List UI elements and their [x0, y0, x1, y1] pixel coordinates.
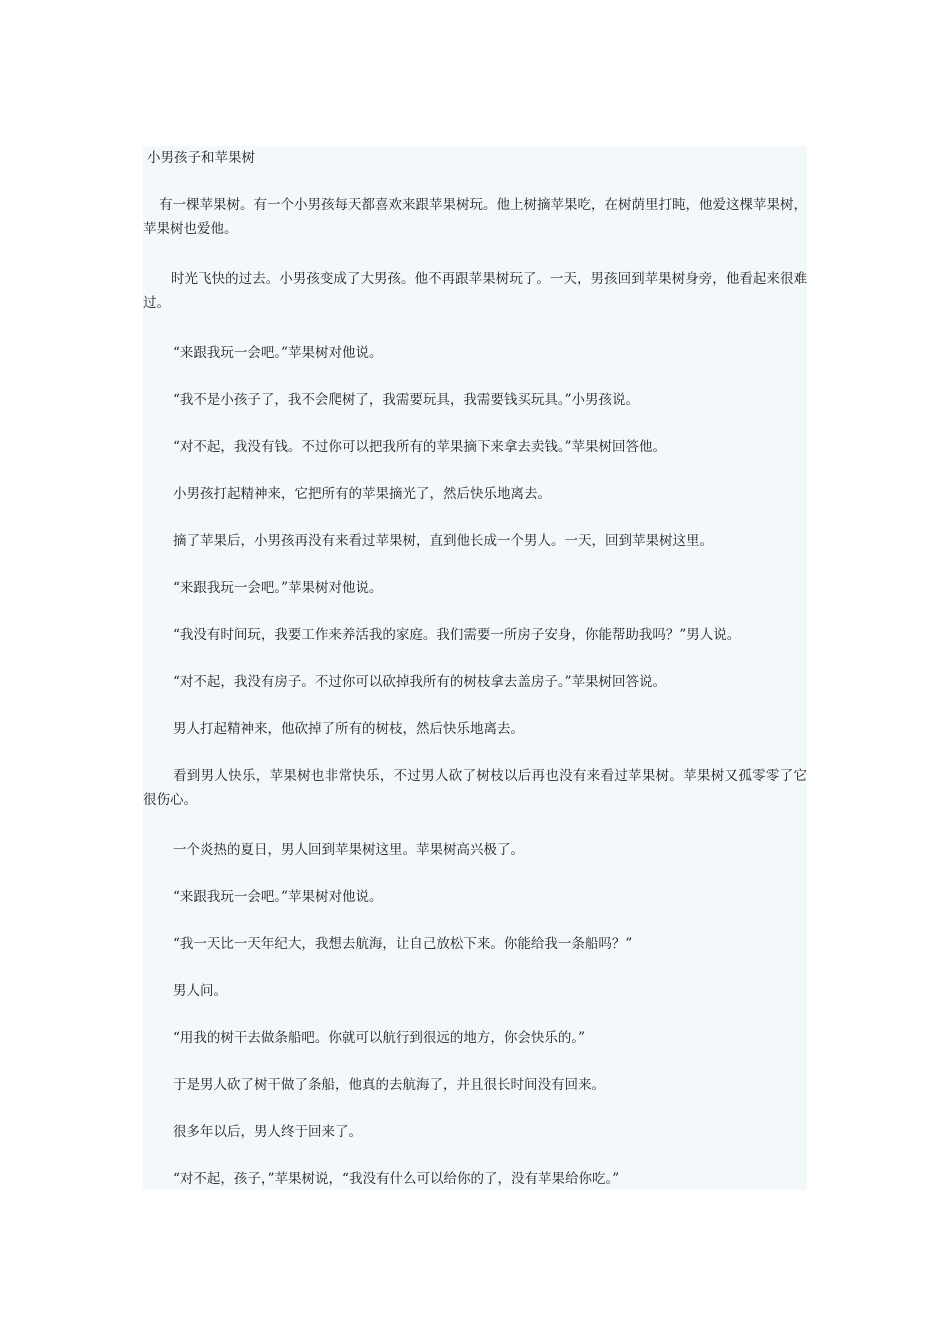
paragraph: “对不起，我没有钱。不过你可以把我所有的苹果摘下来拿去卖钱。”苹果树回答他。	[173, 439, 667, 455]
paragraph: 有一棵苹果树。有一个小男孩每天都喜欢来跟苹果树玩。他上树摘苹果吃，在树荫里打盹，他爱这棵苹果树，苹果树也爱他。	[143, 197, 807, 237]
paragraph: 时光飞快的过去。小男孩变成了大男孩。他不再跟苹果树玩了。一天，男孩回到苹果树身旁，他看起来很难过。	[143, 271, 807, 311]
paragraph: 很多年以后，男人终于回来了。	[173, 1124, 362, 1140]
paragraph: 摘了苹果后，小男孩再没有来看过苹果树，直到他长成一个男人。一天，回到苹果树这里。	[173, 533, 713, 549]
paragraph: 于是男人砍了树干做了条船，他真的去航海了，并且很长时间没有回来。	[173, 1077, 605, 1093]
paragraph: “对不起，我没有房子。不过你可以砍掉我所有的树枝拿去盖房子。”苹果树回答说。	[173, 674, 667, 690]
paragraph: “来跟我玩一会吧。”苹果树对他说。	[173, 580, 383, 596]
article	[143, 146, 807, 1190]
paragraph: 小男孩打起精神来，它把所有的苹果摘光了，然后快乐地离去。	[173, 486, 551, 502]
paragraph: 男人问。	[173, 983, 227, 999]
paragraph: 看到男人快乐，苹果树也非常快乐，不过男人砍了树枝以后再也没有来看过苹果树。苹果树又孤零零了它很伤心。	[143, 768, 807, 808]
paragraph: “对不起，孩子，”苹果树说，“我没有什么可以给你的了，没有苹果给你吃。”	[173, 1171, 620, 1187]
article-title: 小男孩子和苹果树	[147, 150, 255, 166]
paragraph: 一个炎热的夏日，男人回到苹果树这里。苹果树高兴极了。	[173, 842, 524, 858]
paragraph: “用我的树干去做条船吧。你就可以航行到很远的地方，你会快乐的。”	[173, 1030, 586, 1046]
paragraph: “我没有时间玩，我要工作来养活我的家庭。我们需要一所房子安身，你能帮助我吗？”男人说。	[173, 627, 741, 643]
paragraph: “来跟我玩一会吧。”苹果树对他说。	[173, 889, 383, 905]
paragraph: “我一天比一天年纪大，我想去航海，让自己放松下来。你能给我一条船吗？”	[173, 936, 633, 952]
paragraph: “我不是小孩子了，我不会爬树了，我需要玩具，我需要钱买玩具。”小男孩说。	[173, 392, 640, 408]
paragraph: “来跟我玩一会吧。”苹果树对他说。	[173, 345, 383, 361]
paragraph: 男人打起精神来，他砍掉了所有的树枝，然后快乐地离去。	[173, 721, 524, 737]
